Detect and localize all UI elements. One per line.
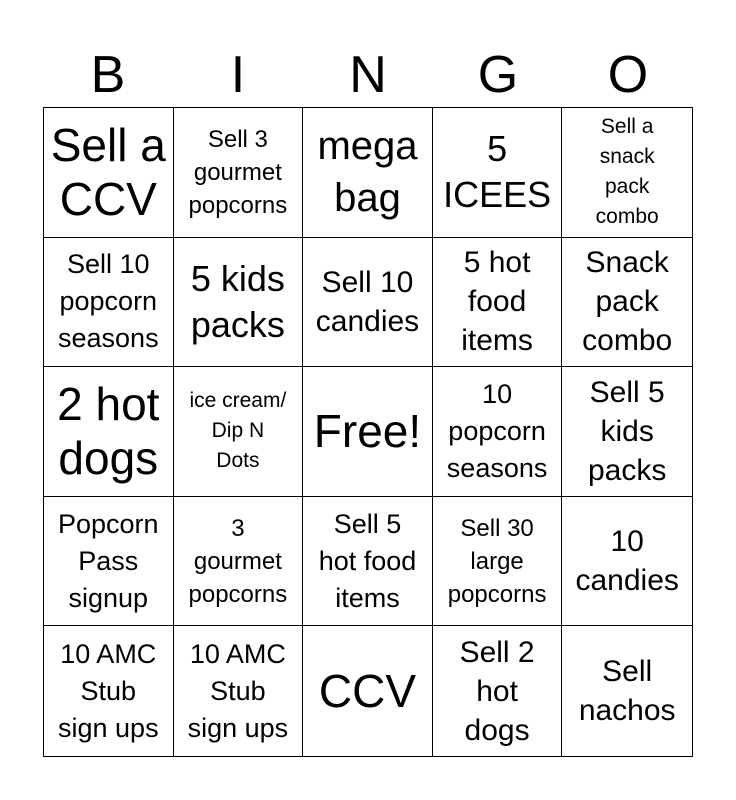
bingo-cell[interactable]	[44, 626, 174, 756]
cell-text: Sell 30 large popcorns	[447, 514, 547, 608]
bingo-cell[interactable]	[562, 238, 692, 368]
bingo-cell[interactable]	[303, 238, 433, 368]
free-space-cell[interactable]	[303, 367, 433, 497]
bingo-board	[43, 107, 693, 757]
bingo-cell[interactable]	[562, 367, 692, 497]
bingo-cell[interactable]	[44, 238, 174, 368]
cell-text: Sell a snack pack combo	[595, 115, 659, 229]
cell-text: 10 AMC Stub sign ups	[58, 638, 159, 743]
header-letter-i: I	[230, 46, 246, 104]
bingo-cell[interactable]	[174, 626, 304, 756]
cell-text: 5 kids packs	[190, 257, 285, 345]
cell-text: Sell 5 kids packs	[588, 375, 667, 487]
cell-text: Sell 10 popcorn seasons	[58, 249, 159, 354]
cell-text: Sell 2 hot dogs	[459, 635, 535, 747]
cell-text: mega bag	[317, 124, 418, 221]
bingo-cell[interactable]	[433, 626, 563, 756]
cell-text: 3 gourmet popcorns	[188, 514, 288, 608]
header-letter-o: O	[607, 46, 649, 104]
header-letter-n: N	[349, 46, 387, 104]
header-letter-b: B	[90, 46, 126, 104]
bingo-cell[interactable]	[303, 626, 433, 756]
bingo-cell[interactable]	[174, 238, 304, 368]
cell-text: 10 candies	[575, 525, 679, 598]
header-letter-g: G	[477, 46, 519, 104]
cell-text: Snack pack combo	[582, 246, 673, 358]
bingo-cell[interactable]	[562, 497, 692, 627]
cell-text: Popcorn Pass signup	[58, 508, 159, 613]
cell-text: CCV	[318, 665, 417, 718]
cell-text: 5 ICEES	[443, 128, 552, 216]
bingo-cell[interactable]	[303, 108, 433, 238]
bingo-cell[interactable]	[174, 497, 304, 627]
cell-text: ice cream/ Dip N Dots	[189, 389, 287, 473]
bingo-cell[interactable]	[174, 367, 304, 497]
cell-text: Sell nachos	[578, 655, 676, 728]
bingo-cell[interactable]	[433, 497, 563, 627]
bingo-cell[interactable]	[44, 108, 174, 238]
bingo-cell[interactable]	[44, 367, 174, 497]
cell-text: 5 hot food items	[461, 246, 533, 358]
cell-text: 10 AMC Stub sign ups	[187, 638, 289, 743]
cell-text: Sell 3 gourmet popcorns	[188, 125, 288, 219]
bingo-cell[interactable]	[174, 108, 304, 238]
bingo-cell[interactable]	[433, 108, 563, 238]
cell-text: Sell 10 candies	[315, 265, 420, 338]
bingo-header	[43, 42, 693, 108]
cell-text: 2 hot dogs	[57, 378, 160, 485]
bingo-cell[interactable]	[433, 238, 563, 368]
cell-text: 10 popcorn seasons	[446, 378, 548, 483]
cell-text: Free!	[313, 405, 422, 458]
bingo-cell[interactable]	[44, 497, 174, 627]
bingo-cell[interactable]	[433, 367, 563, 497]
cell-text: Sell 5 hot food items	[318, 508, 417, 613]
bingo-cell[interactable]	[562, 626, 692, 756]
cell-text: Sell a CCV	[50, 119, 166, 226]
bingo-cell[interactable]	[303, 497, 433, 627]
bingo-cell[interactable]	[562, 108, 692, 238]
